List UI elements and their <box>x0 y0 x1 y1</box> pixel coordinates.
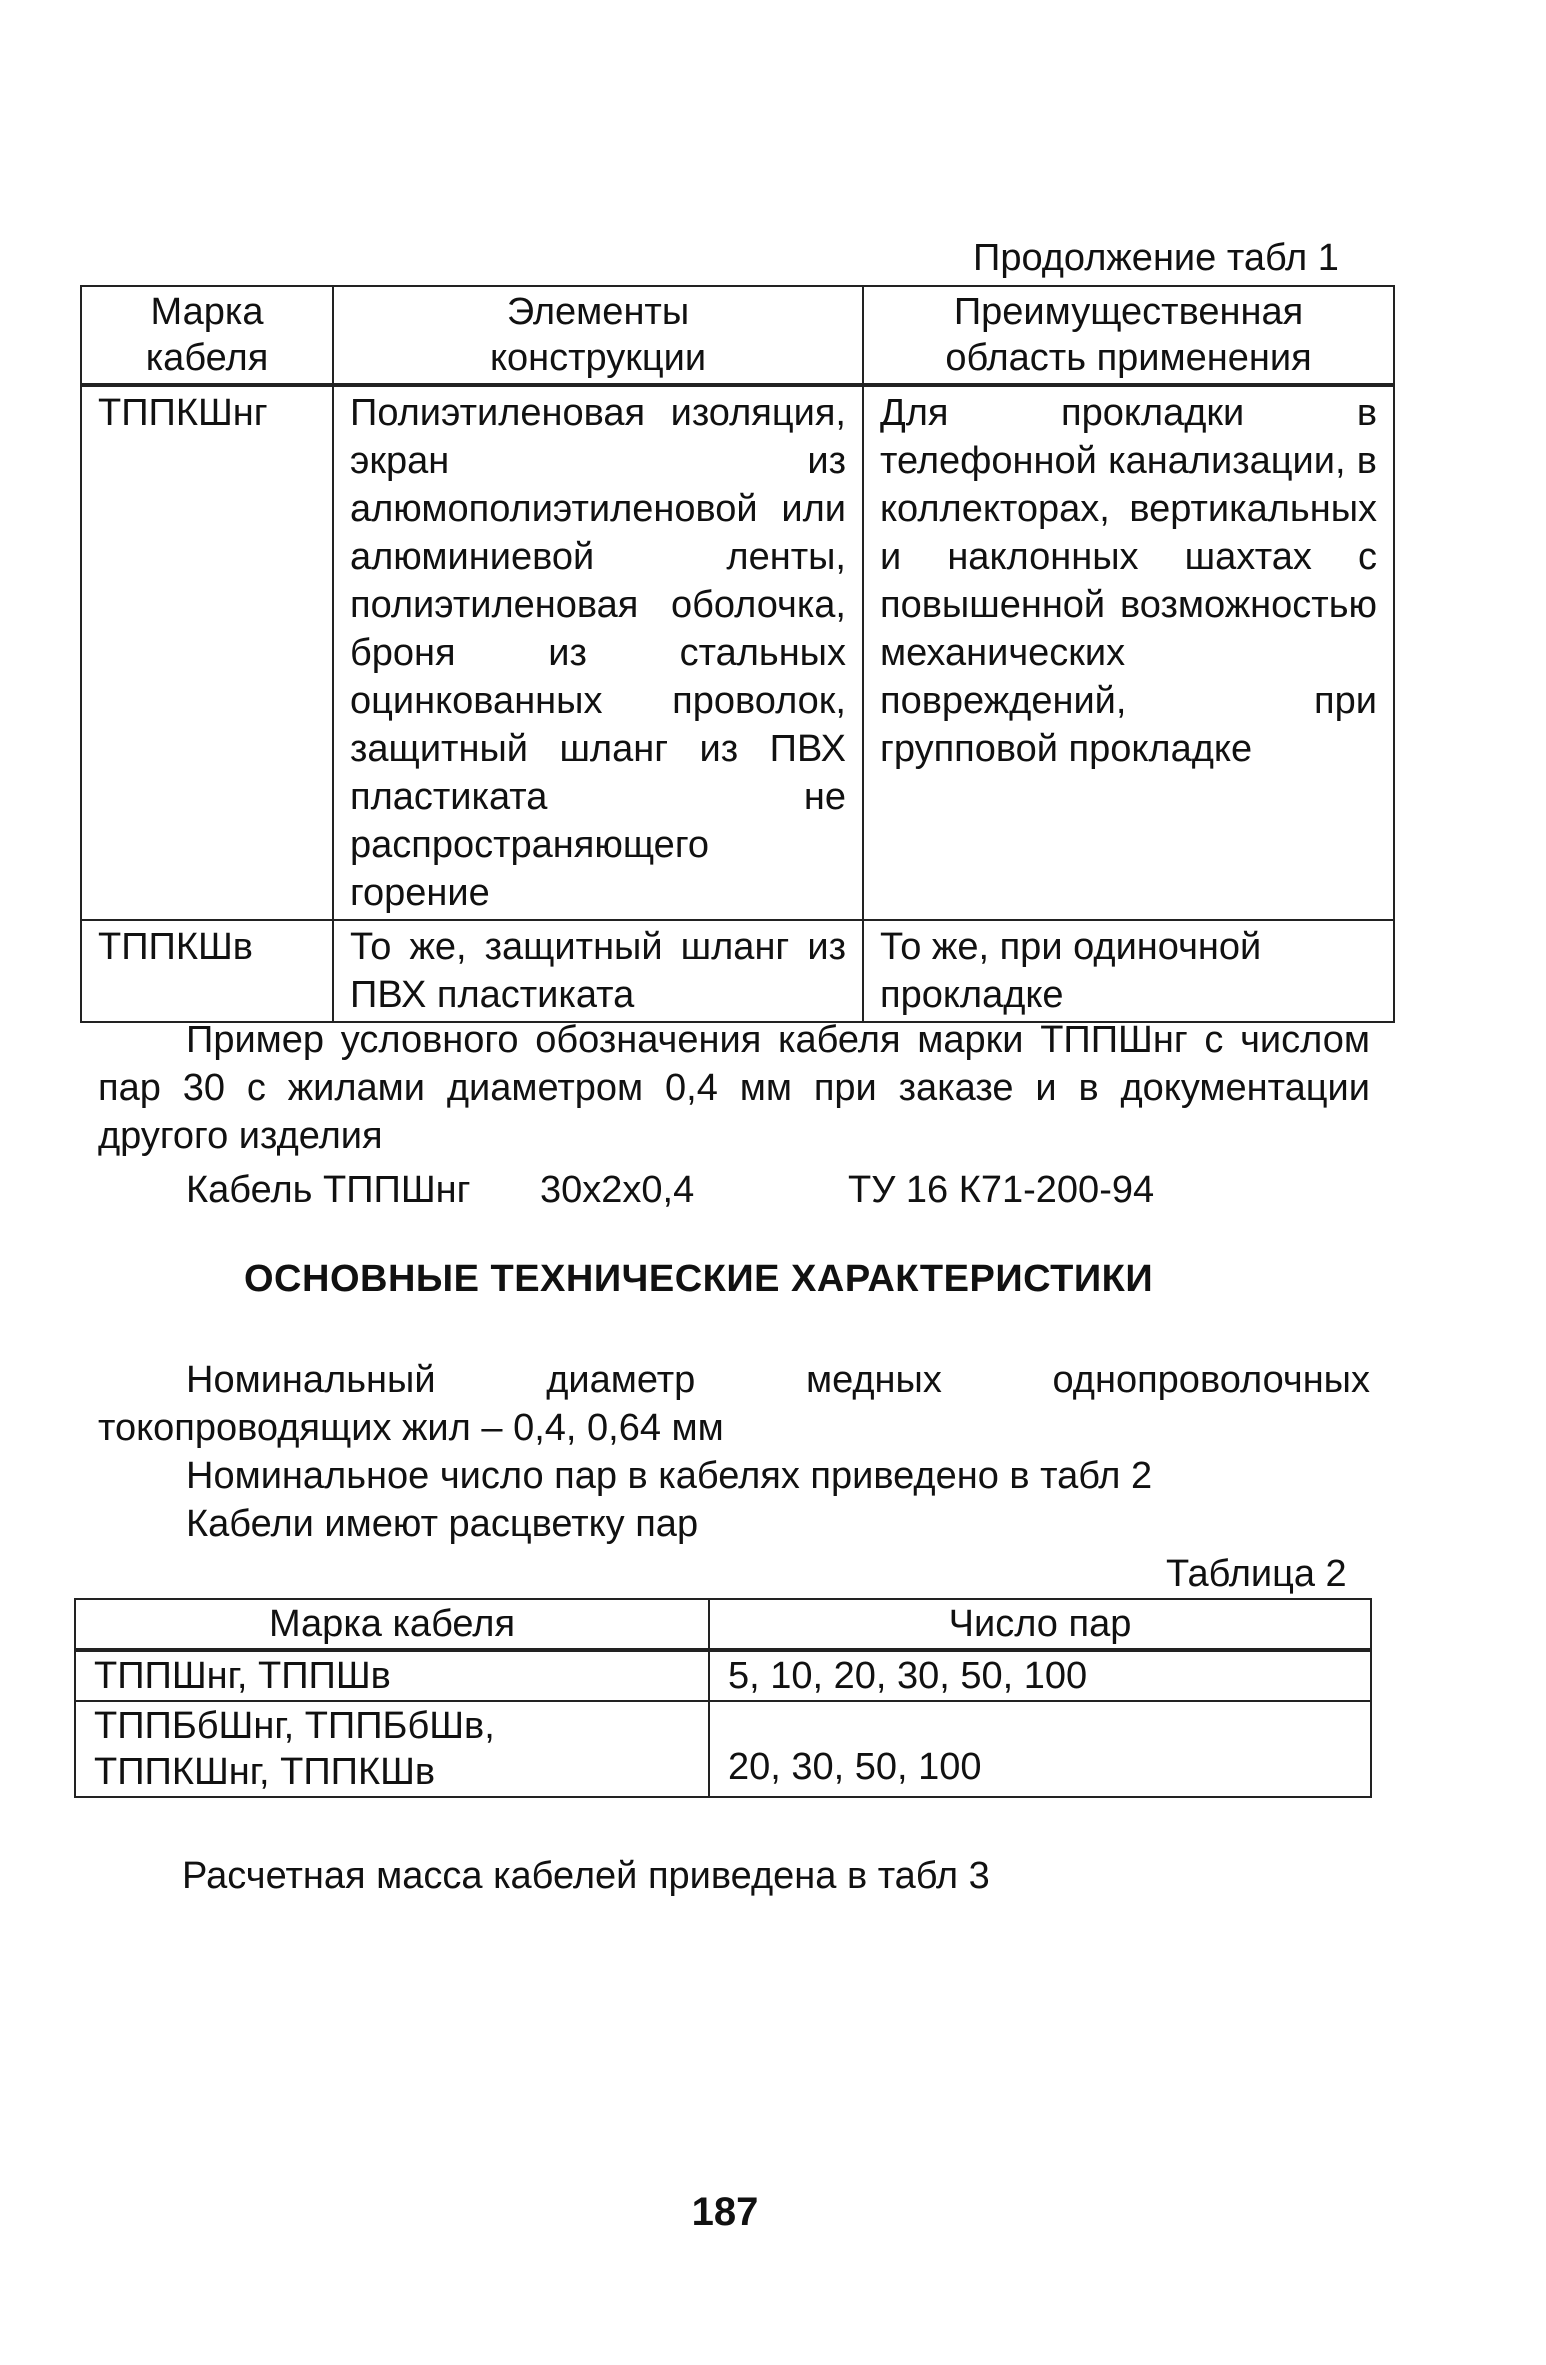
table1-cell-elements: Полиэтиленовая изоляция, экран из алюмополиэтиленовой или алюминиевой ленты, полиэтиленовая оболочка, броня из стальных оцинкованных проволок, защитный шланг из ПВХ пластиката не распространяющего горение <box>333 385 863 920</box>
section-paragraph-2: Номинальное число пар в кабелях приведено в табл 2 <box>186 1455 1153 1497</box>
section-paragraph-3: Кабели имеют расцветку пар <box>186 1503 699 1545</box>
table-row <box>81 920 1394 1022</box>
example-paragraph: Пример условного обозначения кабеля марки ТППШнг с числом пар 30 с жилами диаметром 0,4 мм при заказе и в документации другого изделия <box>98 1019 1370 1157</box>
table1-cell-brand: ТППКШнг <box>81 385 333 920</box>
footer-text: Расчетная масса кабелей приведена в табл 3 <box>182 1855 990 1897</box>
designation-spec: ТУ 16 К71-200-94 <box>848 1169 1155 1211</box>
table2-header-row <box>75 1599 1371 1650</box>
table2 <box>74 1598 1372 1798</box>
table2-cell-brand: ТППШнг, ТППШв <box>75 1650 709 1701</box>
page-number: 187 <box>691 2190 759 2234</box>
table1-header-brand: Марка кабеля <box>81 286 333 385</box>
table-row <box>75 1701 1371 1797</box>
table1-cell-elements: То же, защитный шланг из ПВХ пластиката <box>333 920 863 1022</box>
table2-cell-pairs: 5, 10, 20, 30, 50, 100 <box>709 1650 1371 1701</box>
table1-cell-brand: ТППКШв <box>81 920 333 1022</box>
table1-header-area: Преимущественная область применения <box>863 286 1394 385</box>
table1-caption: Продолжение табл 1 <box>973 237 1339 279</box>
table2-cell-pairs: 20, 30, 50, 100 <box>709 1701 1371 1797</box>
table1-header-row <box>81 286 1394 385</box>
table2-header-pairs: Число пар <box>709 1599 1371 1650</box>
table2-cell-brand: ТППБбШнг, ТППБбШв, ТППКШнг, ТППКШв <box>75 1701 709 1797</box>
designation-size: 30х2х0,4 <box>540 1169 695 1211</box>
table1-header-elements: Элементы конструкции <box>333 286 863 385</box>
table2-header-brand: Марка кабеля <box>75 1599 709 1650</box>
designation-name: Кабель ТППШнг <box>186 1169 471 1211</box>
table2-caption: Таблица 2 <box>1166 1553 1347 1595</box>
table1-cell-area: Для прокладки в телефонной канализации, в коллекторах, вертикальных и наклонных шахтах с повышенной возможностью механических повреждений, при групповой прокладке <box>863 385 1394 920</box>
section-heading: ОСНОВНЫЕ ТЕХНИЧЕСКИЕ ХАРАКТЕРИСТИКИ <box>244 1258 1154 1300</box>
table-row <box>81 385 1394 920</box>
table-row <box>75 1650 1371 1701</box>
table1-cell-area: То же, при одиночной прокладке <box>863 920 1394 1022</box>
table1 <box>80 285 1395 1023</box>
section-paragraph-1: Номинальный диаметр медных однопроволочных токопроводящих жил – 0,4, 0,64 мм <box>98 1359 1370 1449</box>
